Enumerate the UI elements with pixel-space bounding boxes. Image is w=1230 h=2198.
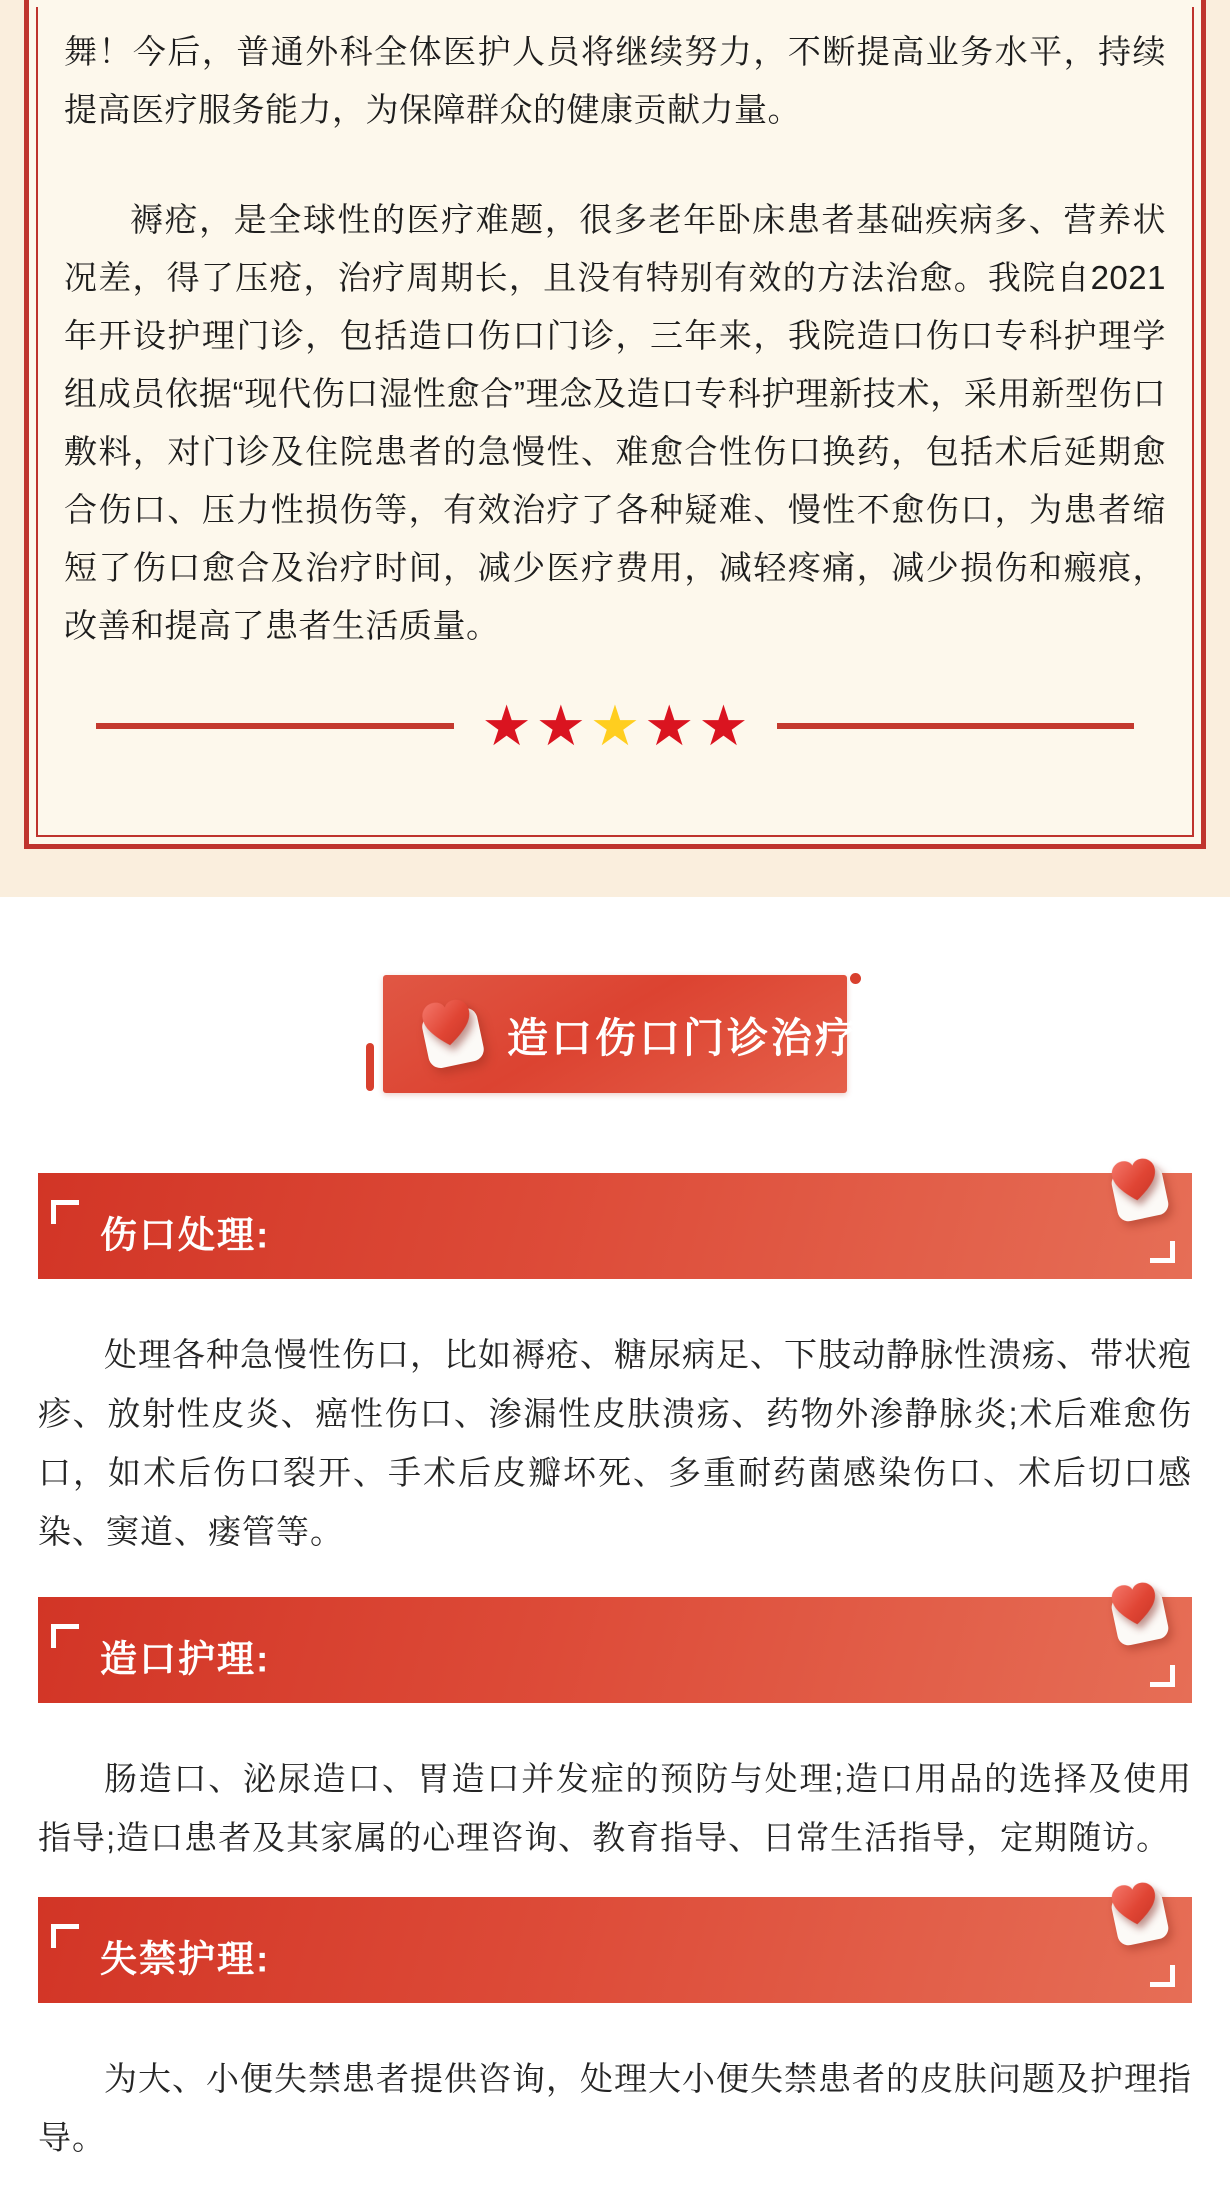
banner-wound-care	[38, 1173, 1192, 1279]
corner-bracket-icon	[51, 1924, 79, 1948]
ribbon-title: 造口伤口门诊治疗范围	[507, 1014, 947, 1061]
section-body-incontinence-care: 为大、小便失禁患者提供咨询，处理大小便失禁患者的皮肤问题及护理指导。	[38, 2060, 1192, 2156]
divider-line-right	[777, 723, 1135, 729]
banner-title: 造口护理:	[100, 1638, 271, 1680]
banner-title: 失禁护理:	[100, 1938, 271, 1980]
section-body-wound-care: 处理各种急慢性伤口，比如褥疮、糖尿病足、下肢动静脉性溃疡、带状疱疹、放射性皮炎、癌性伤口、渗漏性皮肤溃疡、药物外渗静脉炎;术后难愈伤口，如术后伤口裂开、手术后皮瓣坏死、多重耐药菌感染伤口、术后切口感染、窦道、瘘管等。	[38, 1336, 1192, 1550]
ribbon-accent-bar	[366, 1043, 374, 1091]
section-body-stoma-care: 肠造口、泌尿造口、胃造口并发症的预防与处理;造口用品的选择及使用指导;造口患者及其家属的心理咨询、教育指导、日常生活指导，定期随访。	[38, 1760, 1192, 1856]
heart-sticker-icon	[1103, 1578, 1177, 1650]
heart-icon	[416, 993, 479, 1052]
corner-bracket-icon	[1150, 1665, 1175, 1687]
star-icon: ★	[535, 694, 586, 757]
article-paragraph-2: 褥疮，是全球性的医疗难题，很多老年卧床患者基础疾病多、营养状况差，得了压疮，治疗周期长，且没有特别有效的方法治愈。我院自2021年开设护理门诊，包括造口伤口门诊，三年来，我院造口伤口专科护理学组成员依据“现代伤口湿性愈合”理念及造口专科护理新技术，采用新型伤口敷料，对门诊及住院患者的急慢性、难愈合性伤口换药，包括术后延期愈合伤口、压力性损伤等，有效治疗了各种疑难、慢性不愈伤口，为患者缩短了伤口愈合及治疗时间，减少医疗费用，减轻疼痛，减少损伤和瘢痕，改善和提高了患者生活质量。	[64, 201, 1166, 644]
top-cream-area	[0, 0, 1230, 897]
divider-line-left	[96, 723, 454, 729]
ribbon-accent-dot	[850, 973, 861, 984]
page-bottom-spacer	[0, 2167, 1230, 2182]
heart-icon	[1106, 1877, 1164, 1932]
treatment-scope-ribbon	[383, 975, 947, 1093]
heart-sticker-icon	[413, 995, 493, 1073]
star-icon: ★	[481, 694, 532, 757]
article-paragraph-1: 舞！今后，普通外科全体医护人员将继续努力，不断提高业务水平，持续提高医疗服务能力，为保障群众的健康贡献力量。	[64, 33, 1166, 128]
corner-bracket-icon	[1150, 1965, 1175, 1987]
heart-sticker-icon	[1103, 1878, 1177, 1950]
banner-title: 伤口处理:	[100, 1214, 271, 1256]
star-icon: ★	[698, 694, 749, 757]
heart-icon	[1106, 1153, 1164, 1208]
banner-incontinence-care	[38, 1897, 1192, 2003]
heart-sticker-icon	[1103, 1154, 1177, 1226]
corner-bracket-icon	[51, 1200, 79, 1224]
corner-bracket-icon	[1150, 1241, 1175, 1263]
star-icon-yellow: ★	[589, 694, 641, 757]
section-header-ribbon-row	[383, 975, 947, 1093]
article-card-outer-border	[24, 0, 1206, 849]
star-divider	[96, 694, 1134, 757]
corner-bracket-icon	[51, 1624, 79, 1648]
heart-icon	[1106, 1577, 1164, 1632]
star-icon: ★	[644, 694, 695, 757]
article-card	[36, 7, 1194, 837]
banner-stoma-care	[38, 1597, 1192, 1703]
star-row	[480, 694, 751, 757]
